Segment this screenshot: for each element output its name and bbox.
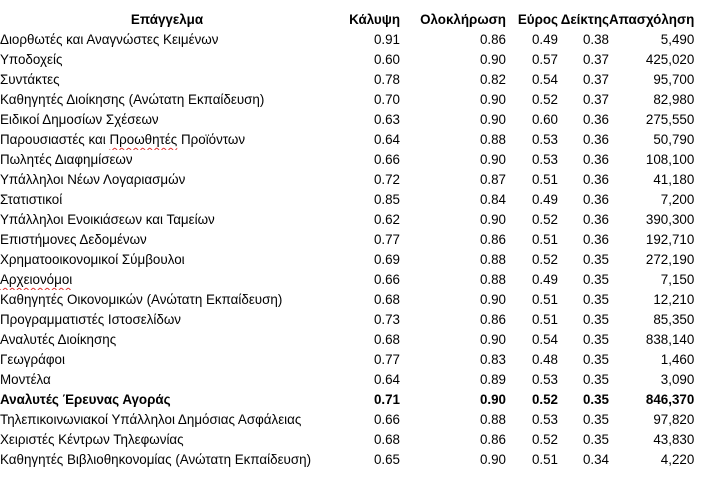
table-row [0,190,694,210]
cell-occupation[interactable] [0,90,334,110]
name-prefix: Ειδικοί Δημοσίων Σχέσεων [0,112,159,127]
cell-range[interactable]: 0.52 [531,212,558,227]
cell-index[interactable]: 0.37 [582,52,609,67]
cell-coverage[interactable]: 0.78 [373,72,400,87]
cell-occupation[interactable] [0,150,334,170]
cell-coverage[interactable]: 0.65 [373,452,400,467]
cell-occupation[interactable] [0,330,334,350]
cell-completion[interactable]: 0.86 [479,312,506,327]
cell-completion[interactable]: 0.90 [479,92,506,107]
cell-coverage[interactable]: 0.69 [373,252,400,267]
cell-range[interactable]: 0.54 [531,332,558,347]
cell-coverage[interactable]: 0.66 [373,152,400,167]
table-row [0,150,694,170]
cell-completion[interactable]: 0.89 [479,372,506,387]
cell-range[interactable]: 0.53 [531,132,558,147]
cell-range[interactable]: 0.57 [531,52,558,67]
table-row [0,370,694,390]
table-row [0,310,694,330]
cell-coverage[interactable]: 0.64 [373,372,400,387]
cell-coverage[interactable]: 0.77 [373,352,400,367]
cell-range[interactable]: 0.60 [531,112,558,127]
cell-employment[interactable]: 192,710 [645,232,695,247]
cell-coverage[interactable]: 0.68 [373,332,400,347]
cell-completion[interactable]: 0.88 [479,252,506,267]
table-row [0,450,694,470]
table-row [0,290,694,310]
cell-completion[interactable]: 0.82 [479,72,506,87]
cell-coverage[interactable]: 0.77 [373,232,400,247]
cell-employment[interactable]: 7,150 [660,272,695,287]
header-employment[interactable]: Απασχόληση [609,12,695,27]
table-row [0,50,694,70]
cell-employment[interactable]: 85,350 [653,312,695,327]
cell-employment[interactable]: 390,300 [645,212,695,227]
cell-employment[interactable]: 50,790 [653,132,695,147]
name-prefix: Διορθωτές και Αναγνώστες Κειμένων [0,32,219,47]
header-row [0,10,694,30]
cell-index[interactable]: 0.37 [582,92,609,107]
cell-completion[interactable]: 0.87 [479,172,506,187]
cell-completion[interactable]: 0.84 [479,192,506,207]
name-prefix: Χρηματοοικονομικοί Σύμβουλοι [0,252,185,267]
cell-employment[interactable]: 4,220 [660,452,695,467]
name-flagged-word: Αρχειονόμοι [0,272,73,287]
table-row [0,30,694,50]
table-row [0,390,694,410]
cell-range[interactable]: 0.52 [531,392,558,407]
cell-completion[interactable]: 0.86 [479,232,506,247]
cell-range[interactable]: 0.53 [531,412,558,427]
cell-employment[interactable]: 272,190 [645,252,695,267]
cell-employment[interactable]: 425,020 [645,52,695,67]
name-prefix: Υποδοχείς [0,52,63,67]
cell-employment[interactable]: 95,700 [653,72,695,87]
cell-coverage[interactable]: 0.68 [373,432,400,447]
cell-index[interactable]: 0.36 [582,232,609,247]
name-prefix: Χειριστές Κέντρων Τηλεφωνίας [0,432,184,447]
name-prefix: Υπάλληλοι Ενοικιάσεων και Ταμείων [0,212,215,227]
cell-index[interactable]: 0.35 [582,252,609,267]
cell-employment[interactable]: 275,550 [645,112,695,127]
cell-occupation[interactable] [0,130,334,150]
cell-index[interactable]: 0.36 [582,192,609,207]
cell-range[interactable]: 0.54 [531,72,558,87]
cell-index[interactable]: 0.35 [582,352,609,367]
cell-occupation[interactable] [0,170,334,190]
cell-range[interactable]: 0.49 [531,192,558,207]
cell-coverage[interactable]: 0.62 [373,212,400,227]
table-row [0,410,694,430]
cell-range[interactable]: 0.53 [531,372,558,387]
cell-range[interactable]: 0.51 [531,232,558,247]
cell-occupation[interactable] [0,110,334,130]
cell-range[interactable]: 0.49 [531,272,558,287]
cell-index[interactable]: 0.35 [582,372,609,387]
cell-coverage[interactable]: 0.73 [373,312,400,327]
cell-employment[interactable]: 82,980 [653,92,695,107]
cell-coverage[interactable]: 0.70 [373,92,400,107]
name-prefix: Πωλητές Διαφημίσεων [0,152,133,167]
cell-range[interactable]: 0.53 [531,152,558,167]
cell-completion[interactable]: 0.90 [479,332,506,347]
name-prefix: Καθηγητές Διοίκησης (Ανώτατη Εκπαίδευση) [0,92,265,107]
cell-coverage[interactable]: 0.91 [373,32,400,47]
cell-index[interactable]: 0.35 [582,292,609,307]
cell-occupation[interactable] [0,30,334,50]
table-row [0,270,694,290]
table-row [0,70,694,90]
cell-coverage[interactable]: 0.64 [373,132,400,147]
cell-occupation[interactable] [0,190,334,210]
name-flagged-word: Προωθητές [109,132,178,147]
cell-completion[interactable]: 0.83 [479,352,506,367]
cell-index[interactable]: 0.35 [582,312,609,327]
cell-completion[interactable]: 0.86 [479,432,506,447]
cell-range[interactable]: 0.51 [531,172,558,187]
cell-employment[interactable]: 838,140 [645,332,695,347]
cell-coverage[interactable]: 0.71 [373,392,400,407]
cell-occupation[interactable] [0,70,334,90]
cell-employment[interactable]: 846,370 [645,392,695,407]
header-completion[interactable]: Ολοκλήρωση [420,12,506,27]
cell-coverage[interactable]: 0.72 [373,172,400,187]
cell-index[interactable]: 0.35 [582,332,609,347]
cell-index[interactable]: 0.36 [582,172,609,187]
cell-occupation[interactable] [0,430,334,450]
name-prefix: Μοντέλα [0,372,51,387]
cell-range[interactable]: 0.52 [531,92,558,107]
name-prefix: Προγραμματιστές Ιστοσελίδων [0,312,181,327]
name-prefix: Καθηγητές Οικονομικών (Ανώτατη Εκπαίδευση) [0,292,283,307]
cell-occupation[interactable] [0,290,334,310]
cell-completion[interactable]: 0.88 [479,132,506,147]
cell-coverage[interactable]: 0.68 [373,292,400,307]
name-prefix: Στατιστικοί [0,192,63,207]
cell-employment[interactable]: 1,460 [660,352,695,367]
cell-occupation[interactable] [0,410,334,430]
name-prefix: Παρουσιαστές και [0,132,110,147]
cell-occupation[interactable] [0,210,334,230]
cell-completion[interactable]: 0.86 [479,32,506,47]
cell-index[interactable]: 0.36 [582,112,609,127]
cell-employment[interactable]: 7,200 [660,192,695,207]
header-index[interactable]: Δείκτης [560,12,609,27]
header-range[interactable]: Εύρος [517,12,558,27]
cell-index[interactable]: 0.35 [582,392,609,407]
cell-employment[interactable]: 5,490 [660,32,695,47]
cell-employment[interactable]: 43,830 [653,432,695,447]
cell-employment[interactable]: 12,210 [653,292,695,307]
cell-index[interactable]: 0.36 [582,152,609,167]
table-row [0,110,694,130]
cell-completion[interactable]: 0.90 [479,292,506,307]
cell-completion[interactable]: 0.90 [479,212,506,227]
cell-employment[interactable]: 41,180 [653,172,695,187]
cell-completion[interactable]: 0.90 [479,112,506,127]
table-row [0,210,694,230]
cell-occupation[interactable] [0,370,334,390]
cell-index[interactable]: 0.36 [582,132,609,147]
cell-completion[interactable]: 0.90 [479,152,506,167]
cell-range[interactable]: 0.52 [531,252,558,267]
cell-range[interactable]: 0.51 [531,312,558,327]
cell-range[interactable]: 0.49 [531,32,558,47]
table-row [0,430,694,450]
cell-employment[interactable]: 108,100 [645,152,695,167]
cell-index[interactable]: 0.34 [582,452,609,467]
cell-completion[interactable]: 0.90 [479,452,506,467]
header-occupation[interactable]: Επάγγελμα [130,12,204,27]
name-prefix: Συντάκτες [0,72,60,87]
table-row [0,330,694,350]
table-row [0,350,694,370]
cell-index[interactable]: 0.38 [582,32,609,47]
occupation-table [0,10,694,470]
name-prefix: Καθηγητές Βιβλιοθηκονομίας (Ανώτατη Εκπαίδευση) [0,452,312,467]
name-suffix: Προϊόντων [177,132,246,147]
cell-index[interactable]: 0.37 [582,72,609,87]
table-row [0,170,694,190]
table-row [0,90,694,110]
name-prefix: Επιστήμονες Δεδομένων [0,232,147,247]
header-coverage[interactable]: Κάλυψη [349,12,400,27]
table-row [0,230,694,250]
cell-completion[interactable]: 0.88 [479,412,506,427]
cell-range[interactable]: 0.51 [531,292,558,307]
cell-range[interactable]: 0.48 [531,352,558,367]
cell-index[interactable]: 0.35 [582,412,609,427]
name-prefix: Αναλυτές Διοίκησης [0,332,117,347]
table-row [0,130,694,150]
cell-occupation[interactable] [0,270,334,290]
table-row [0,250,694,270]
cell-employment[interactable]: 97,820 [653,412,695,427]
cell-coverage[interactable]: 0.60 [373,52,400,67]
cell-range[interactable]: 0.52 [531,432,558,447]
cell-completion[interactable]: 0.88 [479,272,506,287]
name-prefix: Τηλεπικοινωνιακοί Υπάλληλοι Δημόσιας Ασφάλειας [0,412,302,427]
cell-index[interactable]: 0.35 [582,272,609,287]
cell-completion[interactable]: 0.90 [479,52,506,67]
name-prefix: Γεωγράφοι [0,352,65,367]
name-prefix: Αναλυτές Έρευνας Αγοράς [0,392,171,407]
cell-occupation[interactable] [0,390,334,410]
cell-completion[interactable]: 0.90 [479,392,506,407]
cell-coverage[interactable]: 0.63 [373,112,400,127]
cell-range[interactable]: 0.51 [531,452,558,467]
cell-occupation[interactable] [0,450,334,470]
table-body [0,30,694,470]
cell-coverage[interactable]: 0.85 [373,192,400,207]
cell-occupation[interactable] [0,50,334,70]
name-prefix: Υπάλληλοι Νέων Λογαριασμών [0,172,186,187]
cell-occupation[interactable] [0,310,334,330]
cell-index[interactable]: 0.35 [582,432,609,447]
cell-occupation[interactable] [0,230,334,250]
cell-coverage[interactable]: 0.66 [373,412,400,427]
cell-occupation[interactable] [0,250,334,270]
cell-index[interactable]: 0.36 [582,212,609,227]
cell-employment[interactable]: 3,090 [660,372,695,387]
cell-occupation[interactable] [0,350,334,370]
cell-coverage[interactable]: 0.66 [373,272,400,287]
